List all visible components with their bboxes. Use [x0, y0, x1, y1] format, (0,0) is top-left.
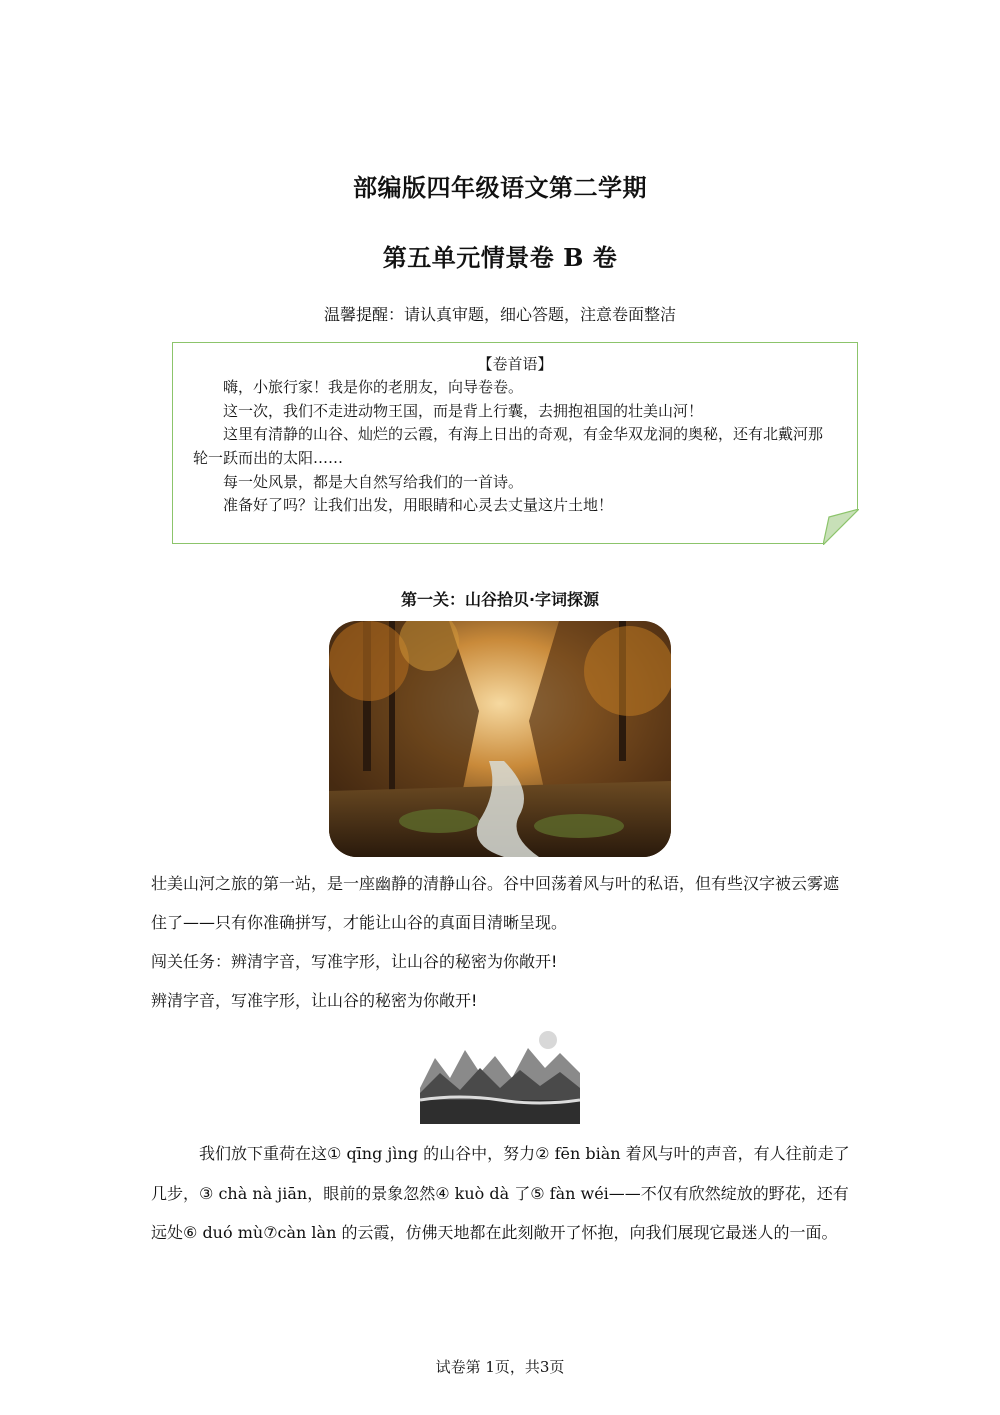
- preface-box: [172, 342, 858, 544]
- preface-line: 每一处风景，都是大自然写给我们的一首诗。: [223, 473, 524, 491]
- story-text: ⑦: [263, 1223, 278, 1242]
- level-intro: 壮美山河之旅的第一站，是一座幽静的清静山谷。谷中回荡着风与叶的私语，但有些汉字被云雾遮住了——只有你准确拼写，才能让山谷的真面目清晰呈现。: [151, 874, 840, 932]
- pinyin-blank-5: fàn wéi: [549, 1183, 609, 1203]
- story-text: ——不仅有欣然绽放的野花，还有远处⑥: [151, 1183, 849, 1242]
- story-text: 着风与叶的声音，有人往前走了几步，③: [151, 1144, 850, 1203]
- preface-line: 这里有清静的山谷、灿烂的云霞，有海上日出的奇观，有金华双龙洞的奥秘，还有北戴河那轮一跃而出的太阳……: [193, 425, 824, 467]
- level-task: 闯关任务：辨清字音，写准字形，让山谷的秘密为你敞开!: [151, 952, 558, 971]
- document-title: 部编版四年级语文第二学期: [353, 173, 647, 202]
- story-text: 了⑤: [509, 1183, 550, 1203]
- preface-title: 【卷首语】: [477, 355, 553, 373]
- story-text: ，眼前的景象忽然④: [307, 1183, 455, 1203]
- page-footer: 试卷第 1页，共3页: [435, 1358, 565, 1376]
- pinyin-blank-6: duó mù: [202, 1223, 264, 1242]
- pinyin-blank-1: qīng jìng: [346, 1144, 419, 1163]
- autumn-forest-image: [329, 621, 671, 857]
- level-task-repeat: 辨清字音，写准字形，让山谷的秘密为你敞开!: [151, 991, 478, 1010]
- preface-line: 这一次，我们不走进动物王国，而是背上行囊，去拥抱祖国的壮美山河！: [223, 402, 704, 420]
- pinyin-blank-4: kuò dà: [454, 1183, 510, 1203]
- preface-line: 嗨，小旅行家！我是你的老朋友，向导卷卷。: [223, 378, 524, 396]
- story-paragraph: [151, 1134, 851, 1253]
- document-subtitle: 第五单元情景卷 B 卷: [382, 243, 618, 272]
- story-text: 我们放下重荷在这①: [199, 1144, 347, 1163]
- level-title: 第一关：山谷拾贝·字词探源: [400, 590, 600, 609]
- reminder-text: 温馨提醒：请认真审题，细心答题，注意卷面整洁: [323, 305, 676, 324]
- story-text: 的山谷中，努力②: [418, 1144, 555, 1163]
- story-text: 的云霞，仿佛天地都在此刻敞开了怀抱，向我们展现它最迷人的一面。: [336, 1223, 838, 1242]
- preface-line: 准备好了吗？让我们出发，用眼睛和心灵去丈量这片土地！: [223, 496, 614, 514]
- ink-mountain-image: [420, 1028, 580, 1124]
- pinyin-blank-3: chà nà jiān: [218, 1183, 308, 1203]
- page-fold-icon: [823, 509, 859, 545]
- pinyin-blank-7: càn làn: [277, 1223, 337, 1242]
- pinyin-blank-2: fēn biàn: [554, 1144, 621, 1163]
